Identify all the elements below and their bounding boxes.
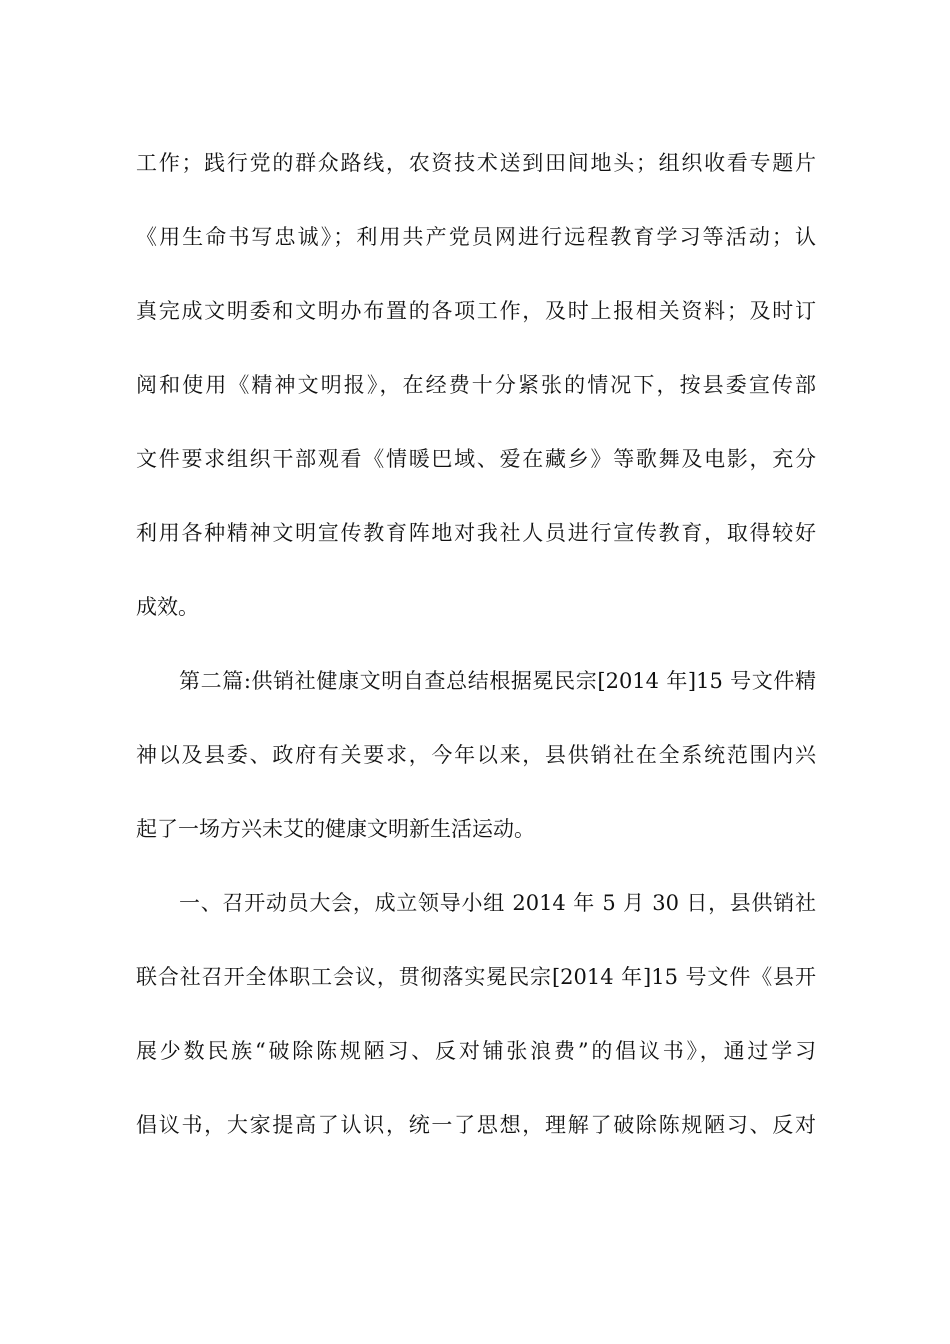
section-heading-line: 第二篇:供销社健康文明自查总结根据冕民宗[2014 年]15 号文件精 [179, 669, 816, 693]
body-text-line: 起了一场方兴未艾的健康文明新生活运动。 [136, 817, 535, 841]
body-text-line: 倡议书，大家提高了认识，统一了思想，理解了破除陈规陋习、反对 [136, 1113, 816, 1137]
body-text-line: 《用生命书写忠诚》；利用共产党员网进行远程教育学习等活动；认 [136, 225, 816, 249]
body-text-line: 阅和使用《精神文明报》，在经费十分紧张的情况下，按县委宣传部 [136, 373, 816, 397]
body-text-line: 神以及县委、政府有关要求，今年以来，县供销社在全系统范围内兴 [136, 743, 816, 767]
body-text-line: 成效。 [136, 595, 199, 619]
body-text-line: 展少数民族“破除陈规陋习、反对铺张浪费”的倡议书》，通过学习 [136, 1039, 816, 1063]
paragraph-start-line: 一、召开动员大会，成立领导小组 2014 年 5 月 30 日，县供销社 [179, 891, 816, 915]
body-text-line: 利用各种精神文明宣传教育阵地对我社人员进行宣传教育，取得较好 [136, 521, 816, 545]
body-text-line: 真完成文明委和文明办布置的各项工作，及时上报相关资料；及时订 [136, 299, 816, 323]
body-text-line: 文件要求组织干部观看《情暖巴域、爱在藏乡》等歌舞及电影，充分 [136, 447, 816, 471]
body-text-line: 联合社召开全体职工会议，贯彻落实冕民宗[2014 年]15 号文件《县开 [136, 965, 816, 989]
body-text-line: 工作；践行党的群众路线，农资技术送到田间地头；组织收看专题片 [136, 151, 816, 175]
